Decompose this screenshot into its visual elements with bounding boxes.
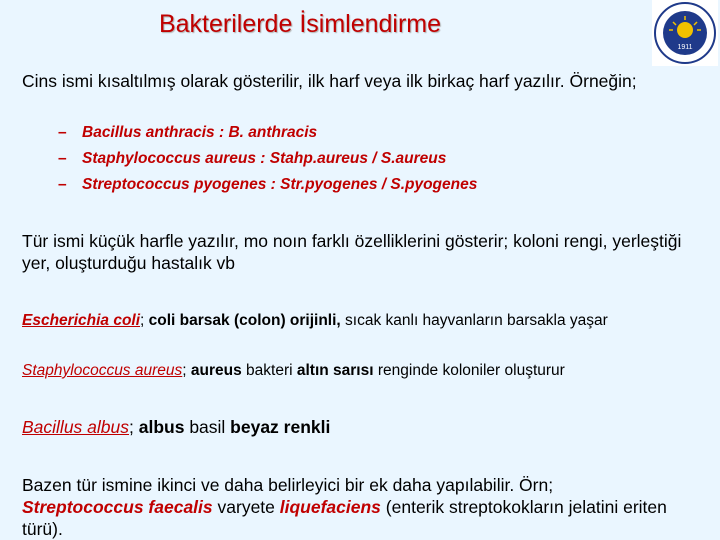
staphylococcus-example: Staphylococcus aureus; aureus bakteri altın sarısı renginde koloniler oluşturur bbox=[22, 362, 565, 379]
page-title: Bakterilerde İsimlendirme bbox=[158, 10, 442, 38]
abbreviation-examples bbox=[58, 120, 477, 198]
svg-text:1911: 1911 bbox=[677, 44, 693, 51]
university-seal-icon bbox=[652, 0, 718, 66]
intro-paragraph: Cins ismi kısaltılmış olarak gösterilir, ilk harf veya ilk birkaç harf yazılır. Örneğin; bbox=[22, 71, 637, 91]
variety-paragraph: Bazen tür ismine ikinci ve daha belirleyici bir ek daha yapılabilir. Örn; Streptococcus faecalis varyete liquefaciens (enterik streptokokların jelatini eriten türü). bbox=[22, 475, 667, 539]
species-name-paragraph: Tür ismi küçük harfle yazılır, mo noın farklı özelliklerini gösterir; koloni rengi, yerleştiği yer, oluşturduğu hastalık vb bbox=[22, 231, 682, 273]
bacillus-example: Bacillus albus; albus basil beyaz renkli bbox=[22, 417, 331, 437]
list-item: – Bacillus anthracis : B. anthracis bbox=[58, 124, 318, 141]
list-item: – Staphylococcus aureus : Stahp.aureus / S.aureus bbox=[58, 150, 447, 167]
list-item: – Streptococcus pyogenes : Str.pyogenes / S.pyogenes bbox=[58, 176, 478, 193]
escherichia-example: Escherichia coli; coli barsak (colon) orijinli, sıcak kanlı hayvanların barsakla yaşar bbox=[22, 312, 608, 329]
